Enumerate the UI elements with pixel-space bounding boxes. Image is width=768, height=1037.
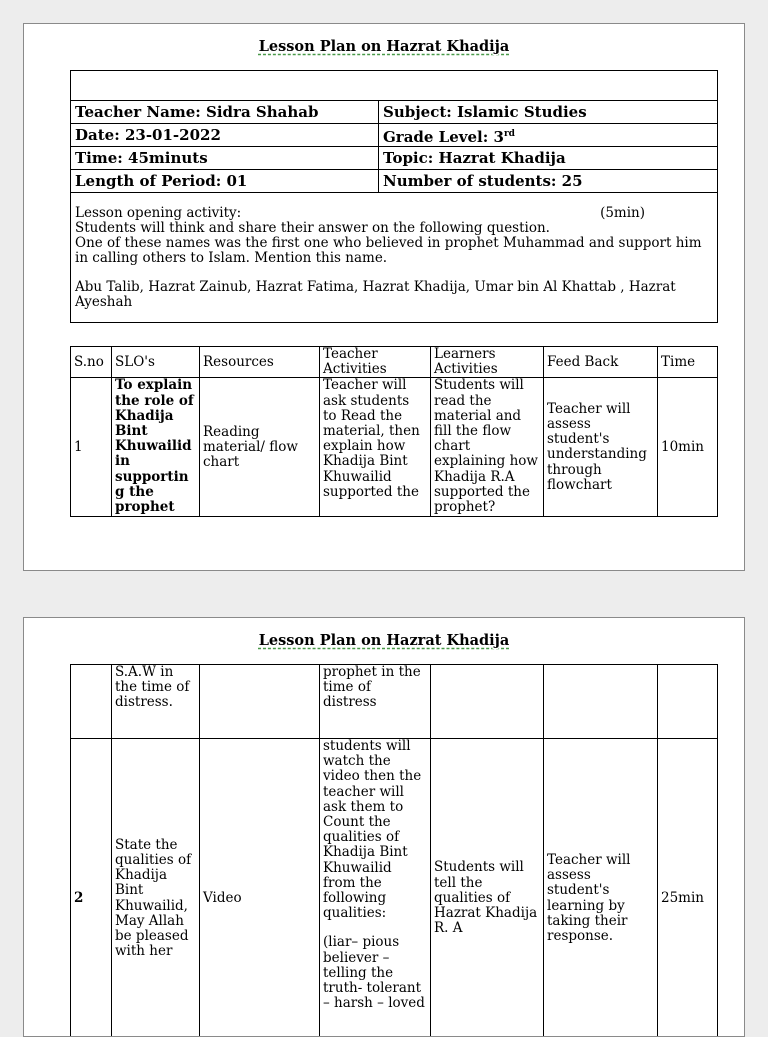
activity-table: [70, 346, 718, 517]
document-page-2: [23, 617, 745, 1037]
column-header: Resources: [200, 347, 320, 378]
info-row: [71, 101, 718, 124]
teacher-activity-part-b: (liar– pious believer – telling the truth- tolerant – harsh – loved: [323, 935, 427, 1011]
grade-level: Grade Level: 3rd: [379, 124, 718, 147]
teacher-activity-cell: Teacher will ask students to Read the material, then explain how Khadija Bint Khuwailid supported the: [320, 378, 431, 517]
learner-activity-cell: Students will tell the qualities of Hazrat Khadija R. A: [431, 739, 544, 1037]
column-header: Teacher Activities: [320, 347, 431, 378]
row-number: 1: [71, 378, 112, 517]
feedback-cell: Teacher will assess student's learning by taking their response.: [544, 739, 658, 1037]
slo-cell: S.A.W in the time of distress.: [112, 665, 200, 739]
resources-cell: Reading material/ flow chart: [200, 378, 320, 517]
info-row: [71, 124, 718, 147]
opening-line-2: One of these names was the first one who believed in prophet Muhammad and support him in calling others to Islam. Mention this name.: [75, 236, 713, 266]
opening-activity-row: [71, 193, 718, 323]
column-header: S.no: [71, 347, 112, 378]
date: Date: 23-01-2022: [71, 124, 379, 147]
column-header: Learners Activities: [431, 347, 544, 378]
teacher-activity-part-a: students will watch the video then the teacher will ask them to Count the qualities of Khadija Bint Khuwailid from the following qualities:: [323, 739, 427, 921]
opening-line-1: Students will think and share their answer on the following question.: [75, 221, 713, 236]
teacher-name: Teacher Name: Sidra Shahab: [71, 101, 379, 124]
column-header: SLO's: [112, 347, 200, 378]
table-row: [71, 378, 718, 517]
resources-cell: Video: [200, 739, 320, 1037]
feedback-cell: Teacher will assess student's understanding through flowchart: [544, 378, 658, 517]
learner-activity-cell: Students will read the material and fill the flow chart explaining how Khadija R.A supported the prophet?: [431, 378, 544, 517]
column-header: Feed Back: [544, 347, 658, 378]
page-title: Lesson Plan on Hazrat Khadija: [24, 38, 744, 55]
teacher-activity-cell: prophet in the time of distress: [320, 665, 431, 739]
lesson-info-table: [70, 70, 718, 323]
period-length: Length of Period: 01: [71, 170, 379, 193]
table-row: [71, 739, 718, 1037]
row-number: 2: [71, 739, 112, 1037]
slo-cell: To explain the role of Khadija Bint Khuwailid in supporting the prophet: [112, 378, 200, 517]
table-row-continued: [71, 665, 718, 739]
opening-names: Abu Talib, Hazrat Zainub, Hazrat Fatima, Hazrat Khadija, Umar bin Al Khattab , Hazrat Ayeshah: [75, 280, 713, 310]
table-header: [71, 347, 718, 378]
activity-table-continued: [70, 664, 718, 1037]
subject: Subject: Islamic Studies: [379, 101, 718, 124]
time-cell: 10min: [658, 378, 718, 517]
page-title: Lesson Plan on Hazrat Khadija: [24, 632, 744, 649]
time: Time: 45minuts: [71, 147, 379, 170]
teacher-activity-cell: [320, 739, 431, 1037]
info-row: [71, 170, 718, 193]
opening-heading: Lesson opening activity:: [75, 206, 241, 221]
blank-row: [71, 71, 718, 101]
info-row: [71, 147, 718, 170]
column-header: Time: [658, 347, 718, 378]
slo-cell: State the qualities of Khadija Bint Khuwailid, May Allah be pleased with her: [112, 739, 200, 1037]
number-of-students: Number of students: 25: [379, 170, 718, 193]
time-cell: 25min: [658, 739, 718, 1037]
opening-activity: [71, 193, 718, 323]
document-page-1: [23, 23, 745, 571]
opening-duration: (5min): [600, 206, 645, 221]
topic: Topic: Hazrat Khadija: [379, 147, 718, 170]
